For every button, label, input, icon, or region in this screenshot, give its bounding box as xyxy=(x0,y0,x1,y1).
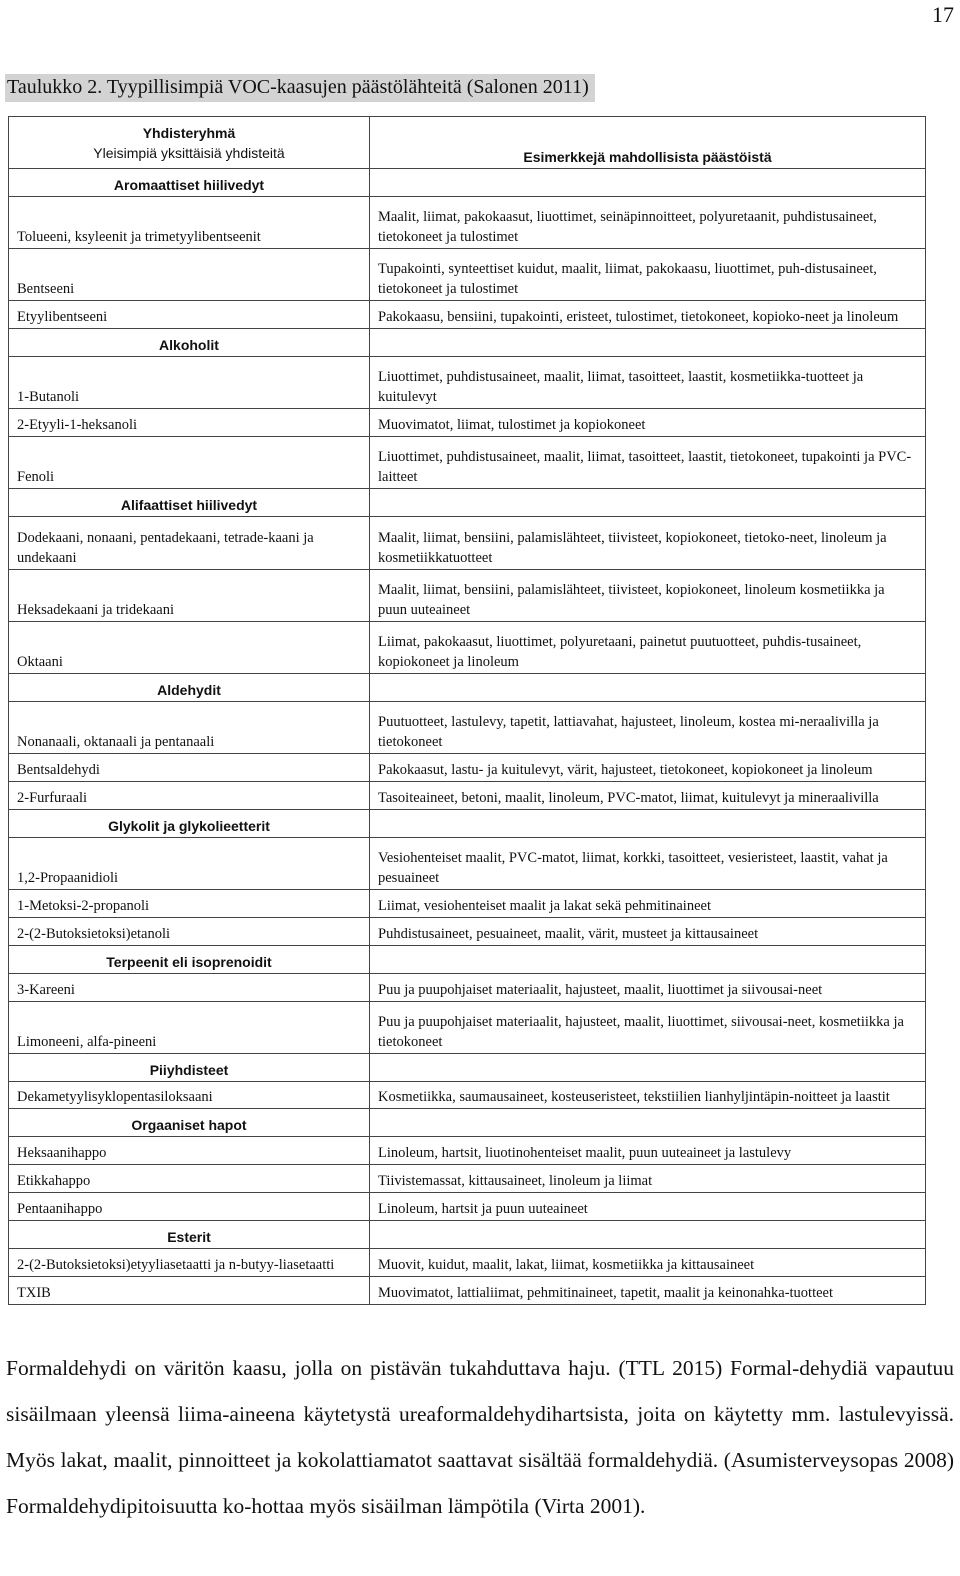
table-row xyxy=(9,837,926,889)
group-label: Aromaattiset hiilivedyt xyxy=(9,169,370,197)
header-emission-sources: Esimerkkejä mahdollisista päästöistä xyxy=(370,117,926,169)
emission-sources-cell: Puu ja puupohjaiset materiaalit, hajusteet, maalit, liuottimet ja siivousai-neet xyxy=(370,973,926,1001)
compound-cell: 2-Furfuraali xyxy=(9,781,370,809)
emission-sources-cell: Linoleum, hartsit ja puun uuteaineet xyxy=(370,1193,926,1221)
compound-cell: 2-(2-Butoksietoksi)etanoli xyxy=(9,917,370,945)
table-row xyxy=(9,917,926,945)
compound-cell: Etyylibentseeni xyxy=(9,301,370,329)
group-label: Terpeenit eli isoprenoidit xyxy=(9,945,370,973)
group-empty-cell xyxy=(370,169,926,197)
table-row xyxy=(9,1165,926,1193)
group-empty-cell xyxy=(370,1109,926,1137)
emission-sources-cell: Muovimatot, liimat, tulostimet ja kopiokoneet xyxy=(370,409,926,437)
group-row xyxy=(9,1053,926,1081)
group-label: Esterit xyxy=(9,1221,370,1249)
group-row xyxy=(9,673,926,701)
table-row xyxy=(9,409,926,437)
group-row xyxy=(9,945,926,973)
group-row xyxy=(9,489,926,517)
emission-sources-cell: Puhdistusaineet, pesuaineet, maalit, värit, musteet ja kittausaineet xyxy=(370,917,926,945)
emission-sources-cell: Kosmetiikka, saumausaineet, kosteuseristeet, tekstiilien lianhyljintäpin-noitteet ja laastit xyxy=(370,1081,926,1109)
compound-cell: 1-Metoksi-2-propanoli xyxy=(9,889,370,917)
group-empty-cell xyxy=(370,1053,926,1081)
group-empty-cell xyxy=(370,809,926,837)
body-paragraph: Formaldehydi on väritön kaasu, jolla on pistävän tukahduttava haju. (TTL 2015) Formal-dehydiä vapautuu sisäilmaan yleensä liima-aineena käytetystä ureaformaldehydihartsista, joita on käytetty mm. lastulevyissä. Myös lakat, maalit, pinnoitteet ja kokolattiamatot saattavat sisältää formaldehydiä. (Asumisterveysopas 2008) Formaldehydipitoisuutta ko-hottaa myös sisäilman lämpötila (Virta 2001). xyxy=(6,1356,954,1518)
header-compound-subtitle: Yleisimpiä yksittäisiä yhdisteitä xyxy=(93,144,285,161)
compound-cell: 2-Etyyli-1-heksanoli xyxy=(9,409,370,437)
header-compound-cell xyxy=(9,117,370,169)
group-label: Alifaattiset hiilivedyt xyxy=(9,489,370,517)
compound-cell: Bentsaldehydi xyxy=(9,753,370,781)
emission-sources-cell: Pakokaasu, bensiini, tupakointi, eristeet, tulostimet, tietokoneet, kopioko-neet ja linoleum xyxy=(370,301,926,329)
compound-cell: Heksaanihappo xyxy=(9,1137,370,1165)
group-label: Aldehydit xyxy=(9,673,370,701)
emission-sources-cell: Vesiohenteiset maalit, PVC-matot, liimat, korkki, tasoitteet, vesieristeet, laastit, vahat ja pesuaineet xyxy=(370,837,926,889)
table-header-row xyxy=(9,117,926,169)
group-row xyxy=(9,1109,926,1137)
table-row xyxy=(9,1276,926,1304)
table-row xyxy=(9,517,926,569)
group-row xyxy=(9,1221,926,1249)
compound-cell: 1-Butanoli xyxy=(9,357,370,409)
table-row xyxy=(9,437,926,489)
table-row xyxy=(9,301,926,329)
table-row xyxy=(9,973,926,1001)
voc-sources-table xyxy=(8,116,926,1305)
emission-sources-cell: Liuottimet, puhdistusaineet, maalit, liimat, tasoitteet, laastit, kosmetiikka-tuotteet ja kuitulevyt xyxy=(370,357,926,409)
compound-cell: Limoneeni, alfa-pineeni xyxy=(9,1001,370,1053)
table-row xyxy=(9,701,926,753)
compound-cell: Oktaani xyxy=(9,621,370,673)
emission-sources-cell: Liimat, pakokaasut, liuottimet, polyuretaani, painetut puutuotteet, puhdis-tusaineet, kopiokoneet ja linoleum xyxy=(370,621,926,673)
group-empty-cell xyxy=(370,673,926,701)
compound-cell: Nonanaali, oktanaali ja pentanaali xyxy=(9,701,370,753)
table-row xyxy=(9,889,926,917)
emission-sources-cell: Tasoiteaineet, betoni, maalit, linoleum, PVC-matot, liimat, kuitulevyt ja mineraalivilla xyxy=(370,781,926,809)
table-row xyxy=(9,1193,926,1221)
emission-sources-cell: Liuottimet, puhdistusaineet, maalit, liimat, tasoitteet, laastit, tietokoneet, tupakointi ja PVC-laitteet xyxy=(370,437,926,489)
table-row xyxy=(9,1249,926,1277)
table-row xyxy=(9,621,926,673)
compound-cell: TXIB xyxy=(9,1276,370,1304)
compound-cell: Dodekaani, nonaani, pentadekaani, tetrade-kaani ja undekaani xyxy=(9,517,370,569)
group-empty-cell xyxy=(370,489,926,517)
group-label: Piiyhdisteet xyxy=(9,1053,370,1081)
emission-sources-cell: Liimat, vesiohenteiset maalit ja lakat sekä pehmitinaineet xyxy=(370,889,926,917)
compound-cell: Fenoli xyxy=(9,437,370,489)
emission-sources-cell: Muovit, kuidut, maalit, lakat, liimat, kosmetiikka ja kittausaineet xyxy=(370,1249,926,1277)
compound-cell: Dekametyylisyklopentasiloksaani xyxy=(9,1081,370,1109)
group-empty-cell xyxy=(370,329,926,357)
compound-cell: Bentseeni xyxy=(9,249,370,301)
emission-sources-cell: Maalit, liimat, bensiini, palamislähteet, tiivisteet, kopiokoneet, tietoko-neet, linoleum ja kosmetiikkatuotteet xyxy=(370,517,926,569)
table-row xyxy=(9,781,926,809)
compound-cell: Heksadekaani ja tridekaani xyxy=(9,569,370,621)
compound-cell: 3-Kareeni xyxy=(9,973,370,1001)
table-row xyxy=(9,1081,926,1109)
table-row xyxy=(9,569,926,621)
emission-sources-cell: Puutuotteet, lastulevy, tapetit, lattiavahat, hajusteet, linoleum, kostea mi-neraalivilla ja tietokoneet xyxy=(370,701,926,753)
table-row xyxy=(9,1001,926,1053)
group-row xyxy=(9,809,926,837)
table-row xyxy=(9,249,926,301)
page-number: 17 xyxy=(932,2,954,27)
emission-sources-cell: Tupakointi, synteettiset kuidut, maalit, liimat, pakokaasu, liuottimet, puh-distusaineet, tietokoneet ja tulostimet xyxy=(370,249,926,301)
table-row xyxy=(9,357,926,409)
group-row xyxy=(9,329,926,357)
emission-sources-cell: Maalit, liimat, pakokaasut, liuottimet, seinäpinnoitteet, polyuretaanit, puhdistusaineet, tietokoneet ja tulostimet xyxy=(370,197,926,249)
table-row xyxy=(9,197,926,249)
table-body xyxy=(9,117,926,1305)
emission-sources-cell: Puu ja puupohjaiset materiaalit, hajusteet, maalit, liuottimet, siivousai-neet, kosmetiikka ja tietokoneet xyxy=(370,1001,926,1053)
table-row xyxy=(9,753,926,781)
emission-sources-cell: Tiivistemassat, kittausaineet, linoleum ja liimat xyxy=(370,1165,926,1193)
table-row xyxy=(9,1137,926,1165)
group-empty-cell xyxy=(370,1221,926,1249)
emission-sources-cell: Muovimatot, lattialiimat, pehmitinaineet, tapetit, maalit ja keinonahka-tuotteet xyxy=(370,1276,926,1304)
emission-sources-cell: Pakokaasut, lastu- ja kuitulevyt, värit, hajusteet, tietokoneet, kopiokoneet ja linoleum xyxy=(370,753,926,781)
group-label: Orgaaniset hapot xyxy=(9,1109,370,1137)
emission-sources-cell: Linoleum, hartsit, liuotinohenteiset maalit, puun uuteaineet ja lastulevy xyxy=(370,1137,926,1165)
compound-cell: Etikkahappo xyxy=(9,1165,370,1193)
compound-cell: 2-(2-Butoksietoksi)etyyliasetaatti ja n-butyy-liasetaatti xyxy=(9,1249,370,1277)
compound-cell: Pentaanihappo xyxy=(9,1193,370,1221)
group-row xyxy=(9,169,926,197)
group-label: Alkoholit xyxy=(9,329,370,357)
compound-cell: Tolueeni, ksyleenit ja trimetyylibentseenit xyxy=(9,197,370,249)
group-label: Glykolit ja glykolieetterit xyxy=(9,809,370,837)
group-empty-cell xyxy=(370,945,926,973)
header-compound-group-title: Yhdisteryhmä xyxy=(142,124,236,141)
table-caption: Taulukko 2. Tyypillisimpiä VOC-kaasujen päästölähteitä (Salonen 2011) xyxy=(5,74,595,102)
emission-sources-cell: Maalit, liimat, bensiini, palamislähteet, tiivisteet, kopiokoneet, linoleum kosmetiikka ja puun uuteaineet xyxy=(370,569,926,621)
compound-cell: 1,2-Propaanidioli xyxy=(9,837,370,889)
